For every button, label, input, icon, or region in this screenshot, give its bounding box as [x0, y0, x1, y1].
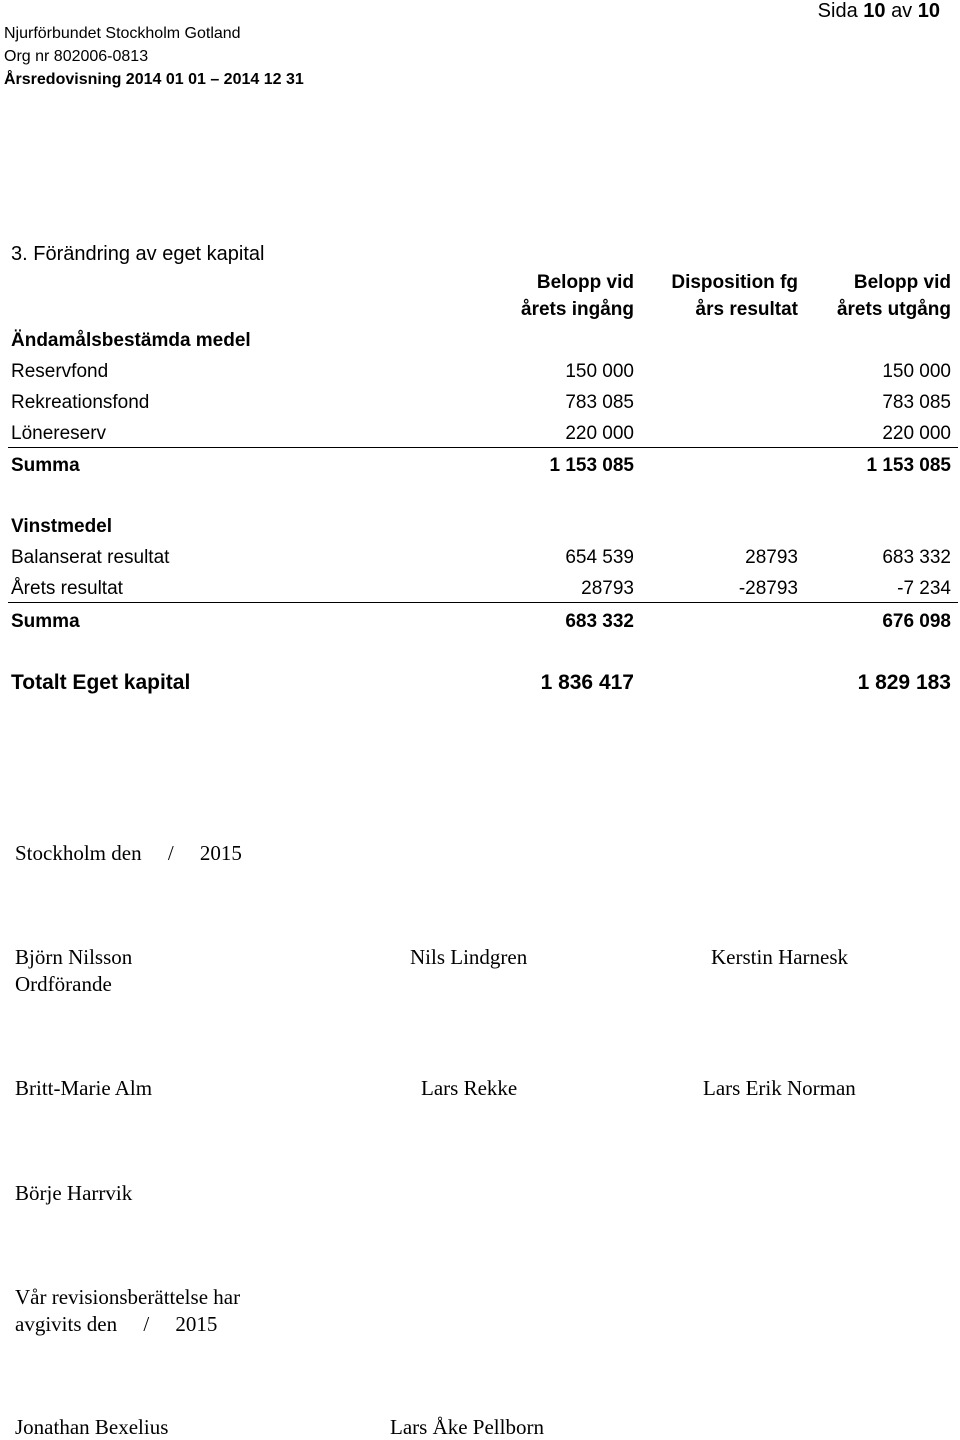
page-number: [818, 0, 940, 23]
total-out: 1 829 183: [857, 671, 951, 694]
col-header-disp-1: Disposition fg: [671, 272, 798, 293]
total-in: 1 836 417: [540, 671, 634, 694]
row-out: 783 085: [882, 392, 951, 413]
row-label: Rekreationsfond: [11, 392, 150, 413]
signatory-name: Lars Erik Norman: [703, 1076, 856, 1100]
sum-in: 683 332: [565, 611, 634, 632]
signatory-name: Björn Nilsson: [15, 945, 133, 969]
col-header-disp-2: års resultat: [695, 299, 798, 320]
sum-divider: [8, 602, 958, 603]
org-number: Org nr 802006-0813: [4, 48, 149, 65]
row-in: 150 000: [565, 361, 634, 382]
section-title: 3. Förändring av eget kapital: [11, 243, 265, 265]
auditor-name: Lars Åke Pellborn: [390, 1415, 544, 1439]
audit-statement-1: Vår revisionsberättelse har: [15, 1285, 241, 1309]
sum-out: 676 098: [882, 611, 951, 632]
page-sep: av: [891, 0, 913, 22]
signatory-name: Nils Lindgren: [410, 945, 528, 969]
group2-title: Vinstmedel: [11, 516, 113, 537]
row-label: Reservfond: [11, 361, 109, 382]
row-label: Lönereserv: [11, 423, 107, 444]
col-header-in-2: årets ingång: [521, 299, 634, 320]
sum-label: Summa: [11, 455, 80, 476]
row-out: 220 000: [882, 423, 951, 444]
total-label: Totalt Eget kapital: [11, 671, 191, 694]
auditor-name: Jonathan Bexelius: [15, 1415, 169, 1439]
sum-divider: [8, 447, 958, 448]
row-label: Årets resultat: [11, 578, 123, 599]
page-total: 10: [917, 0, 940, 22]
col-header-out-1: Belopp vid: [853, 272, 951, 293]
col-header-in-1: Belopp vid: [536, 272, 634, 293]
signatory-name: Kerstin Harnesk: [711, 945, 849, 969]
signatory-name: Börje Harrvik: [15, 1181, 133, 1205]
signatory-name: Britt-Marie Alm: [15, 1076, 153, 1100]
row-disp: 28793: [745, 547, 798, 568]
row-out: 683 332: [882, 547, 951, 568]
row-in: 28793: [581, 578, 634, 599]
group1-title: Ändamålsbestämda medel: [11, 330, 251, 351]
row-in: 220 000: [565, 423, 634, 444]
page-current: 10: [863, 0, 886, 22]
org-name: Njurförbundet Stockholm Gotland: [4, 25, 241, 42]
signatory-role: Ordförande: [15, 972, 112, 996]
sum-in: 1 153 085: [549, 455, 634, 476]
row-in: 654 539: [565, 547, 634, 568]
report-period: Årsredovisning 2014 01 01 – 2014 12 31: [4, 71, 304, 88]
sum-out: 1 153 085: [866, 455, 951, 476]
row-in: 783 085: [565, 392, 634, 413]
sum-label: Summa: [11, 611, 80, 632]
col-header-out-2: årets utgång: [836, 299, 951, 320]
row-label: Balanserat resultat: [11, 547, 170, 568]
row-disp: -28793: [738, 578, 798, 599]
row-out: 150 000: [882, 361, 951, 382]
audit-statement-2: avgivits den / 2015: [15, 1312, 218, 1336]
row-out: -7 234: [897, 578, 951, 599]
page-prefix: Sida: [817, 0, 858, 22]
place-date: Stockholm den / 2015: [15, 841, 242, 865]
signatory-name: Lars Rekke: [421, 1076, 518, 1100]
